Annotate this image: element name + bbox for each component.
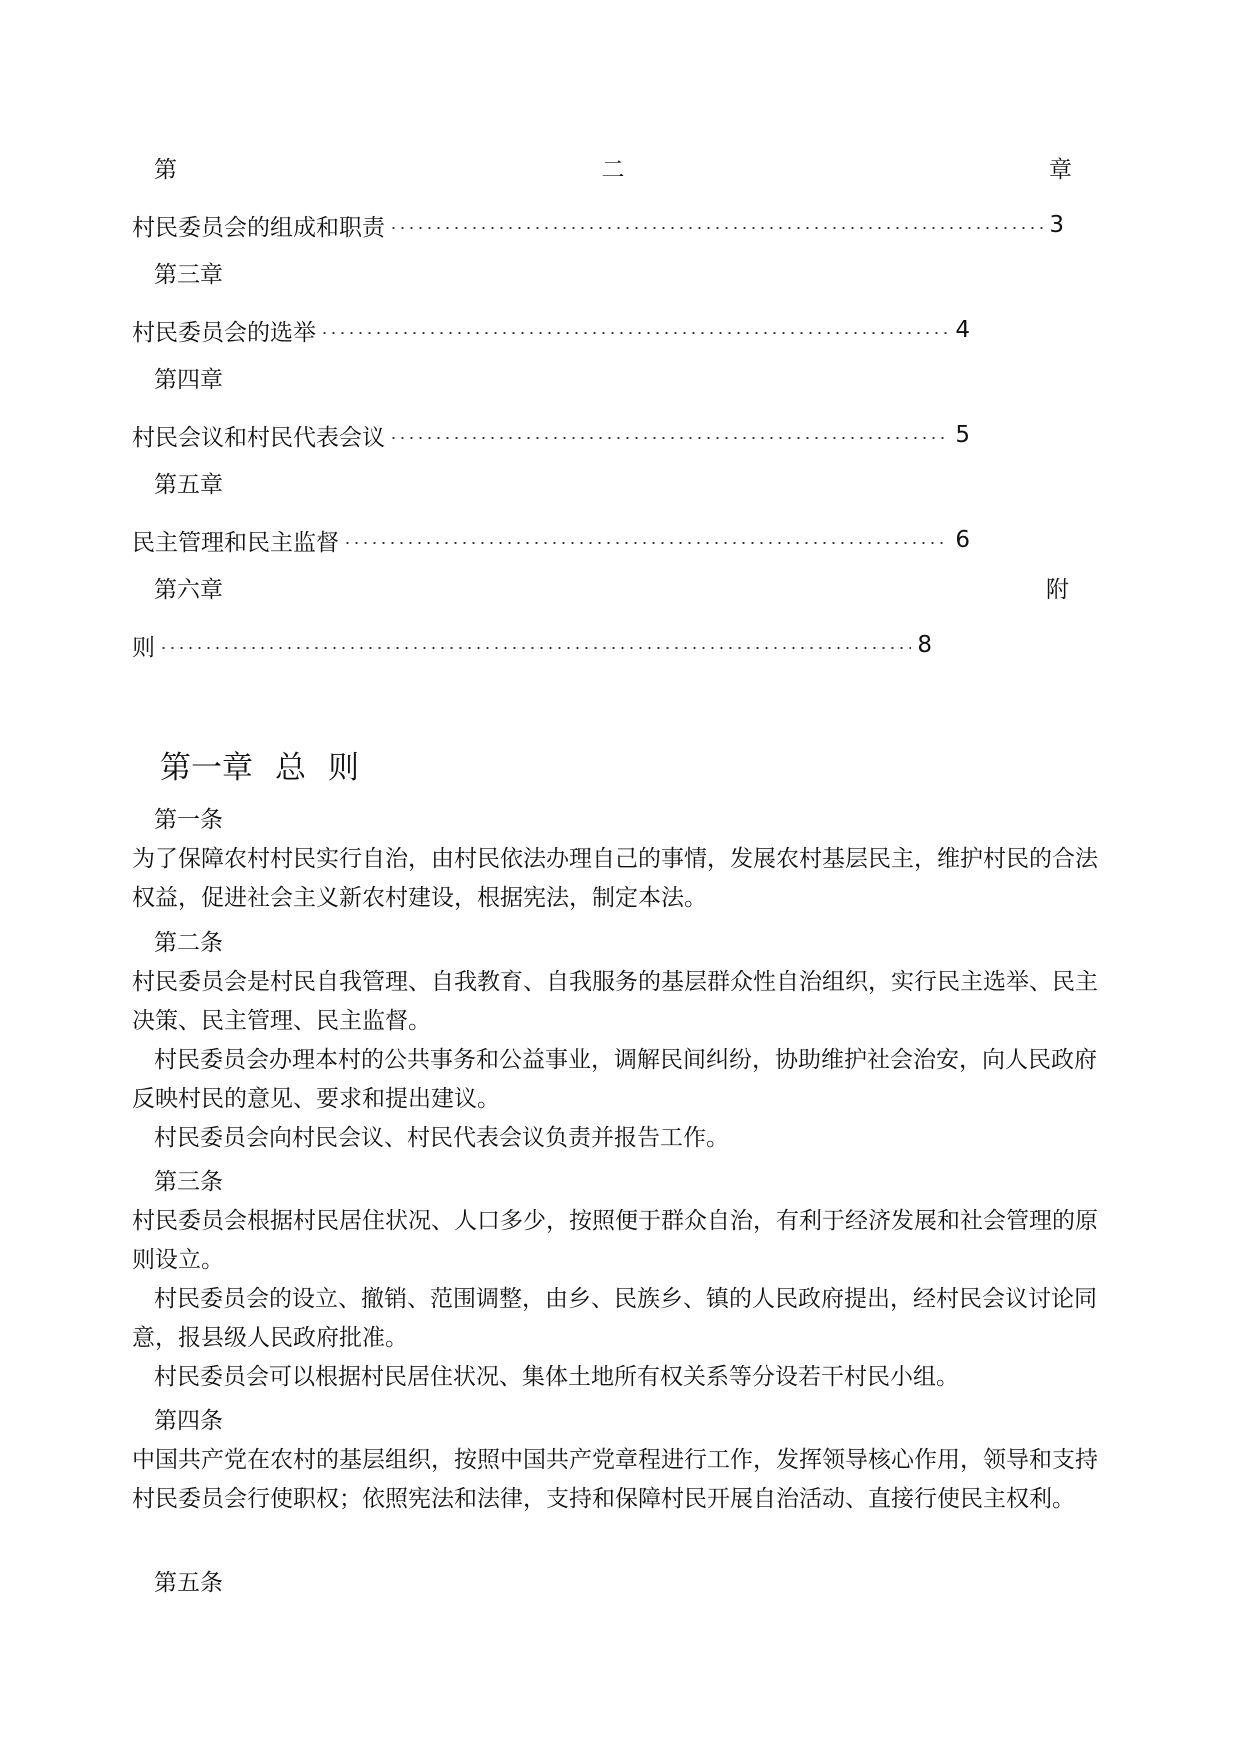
toc-ch2-label-char-2: 二 xyxy=(601,157,625,183)
toc-entry-title: 村民委员会的组成和职责 xyxy=(132,214,385,241)
chapter-heading xyxy=(160,748,381,788)
article-paragraph: 村民委员会向村民会议、村民代表会议负责并报告工作。 xyxy=(154,1125,729,1151)
toc-leader-dots xyxy=(320,332,949,334)
toc-entry-ch3[interactable] xyxy=(132,315,970,345)
toc-entry-title: 民主管理和民主监督 xyxy=(132,529,339,556)
toc-page-number: 3 xyxy=(1049,212,1064,238)
chapter-label: 第一章 xyxy=(160,750,253,786)
article-paragraph: 中国共产党在农村的基层组织，按照中国共产党章程进行工作，发挥领导核心作用，领导和支持村民委员会行使职权；依照宪法和法律，支持和保障村民开展自治活动、直接行使民主权利。 xyxy=(132,1447,1098,1512)
toc-ch6-label: 第六章 xyxy=(154,577,223,603)
article-heading: 第三条 xyxy=(154,1169,223,1195)
toc-ch2-label-char-3: 章 xyxy=(1049,157,1072,183)
article-paragraph: 为了保障农村村民实行自治，由村民依法办理自己的事情，发展农村基层民主，维护村民的合法权益，促进社会主义新农村建设，根据宪法，制定本法。 xyxy=(132,846,1098,911)
article-heading: 第一条 xyxy=(154,807,223,833)
toc-leader-dots xyxy=(343,542,949,544)
toc-ch5-label: 第五章 xyxy=(154,472,223,498)
toc-ch6-title-part-a: 附 xyxy=(1046,577,1069,603)
toc-entry-ch4[interactable] xyxy=(132,420,970,450)
article-paragraph: 村民委员会根据村民居住状况、人口多少，按照便于群众自治，有利于经济发展和社会管理的原则设立。 xyxy=(132,1208,1098,1273)
toc-page-number: 4 xyxy=(955,317,970,343)
article-heading: 第五条 xyxy=(154,1570,223,1596)
article-heading: 第二条 xyxy=(154,930,223,956)
toc-ch3-label: 第三章 xyxy=(154,262,223,288)
toc-leader-dots xyxy=(389,437,949,439)
toc-page-number: 5 xyxy=(955,422,970,448)
toc-entry-title: 村民会议和村民代表会议 xyxy=(132,424,385,451)
article-paragraph: 村民委员会办理本村的公共事务和公益事业，调解民间纠纷，协助维护社会治安，向人民政府反映村民的意见、要求和提出建议。 xyxy=(132,1047,1097,1112)
toc-entry-ch2[interactable] xyxy=(132,210,1064,240)
toc-entry-ch5[interactable] xyxy=(132,525,970,555)
toc-leader-dots xyxy=(159,647,911,649)
toc-ch2-label-char-1: 第 xyxy=(154,157,177,183)
toc-page-number: 8 xyxy=(917,632,932,658)
article-paragraph: 村民委员会是村民自我管理、自我教育、自我服务的基层群众性自治组织，实行民主选举、民主决策、民主管理、民主监督。 xyxy=(132,969,1098,1034)
toc-ch2-label xyxy=(154,155,1072,185)
toc-entry-title: 则 xyxy=(132,634,155,661)
toc-entry-title: 村民委员会的选举 xyxy=(132,319,316,346)
toc-entry-ch6[interactable] xyxy=(132,630,932,660)
article-paragraph: 村民委员会的设立、撤销、范围调整，由乡、民族乡、镇的人民政府提出，经村民会议讨论同意，报县级人民政府批准。 xyxy=(132,1286,1097,1351)
article-heading: 第四条 xyxy=(154,1408,223,1434)
toc-ch4-label: 第四章 xyxy=(154,367,223,393)
chapter-title-char-1: 总 xyxy=(275,750,306,786)
article-paragraph: 村民委员会可以根据村民居住状况、集体土地所有权关系等分设若干村民小组。 xyxy=(154,1364,959,1390)
chapter-title-char-2: 则 xyxy=(328,750,359,786)
toc-page-number: 6 xyxy=(955,527,970,553)
toc-leader-dots xyxy=(389,227,1043,229)
